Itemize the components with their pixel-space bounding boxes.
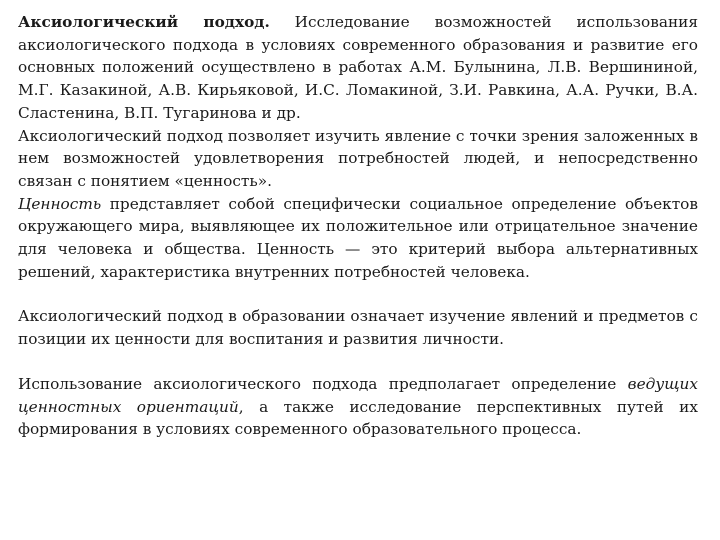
paragraph-spacer	[18, 351, 698, 373]
paragraph-text: , а также исследование перспективных путей их формирования в условиях современного образовательного процесса.	[18, 397, 699, 439]
paragraph-text: Аксиологический подход в образовании означает изучение явлений и предметов с позиции их ценности для воспитания и развития личности.	[18, 307, 698, 349]
paragraph-text: представляет собой специфически социальное определение объектов окружающего мира, выявляющее их положительное или отрицательное значение для человека и общества. Ценность — это критерий выбора альтернативных решений, характеристика внутренних потребностей человека.	[18, 194, 698, 281]
paragraph-value-definition	[18, 193, 698, 284]
paragraph-spacer	[18, 283, 698, 305]
term-axiological-approach: Аксиологический подход.	[18, 13, 270, 31]
paragraph-text: Исследование возможностей использования аксиологического подхода в условиях современного образования и развитие его основных положений осуществлено в работах А.М. Булынина, Л.В. Вершининой, М.Г. Казакиной, А.В. Кирьяковой, И.С. Ломакиной, З.И. Равкина, А.А. Ручки, В.А. Сластенина, В.П. Тугаринова и др.	[18, 13, 699, 122]
paragraph-axiological-approach-definition	[18, 125, 698, 193]
paragraph-approach-in-education	[18, 305, 698, 350]
paragraph-axiological-approach-sources	[18, 11, 698, 125]
paragraph-text: Аксиологический подход позволяет изучить явление с точки зрения заложенных в нем возможностей удовлетворения потребностей людей, и непосредственно связан с понятием «ценность».	[18, 126, 699, 190]
paragraph-text: Использование аксиологического подхода предполагает определение	[18, 374, 628, 393]
emphasis-value-orientations: ведущих ценностных ориентаций	[18, 374, 698, 416]
paragraph-approach-usage	[18, 373, 698, 441]
term-value: Ценность	[18, 194, 102, 213]
